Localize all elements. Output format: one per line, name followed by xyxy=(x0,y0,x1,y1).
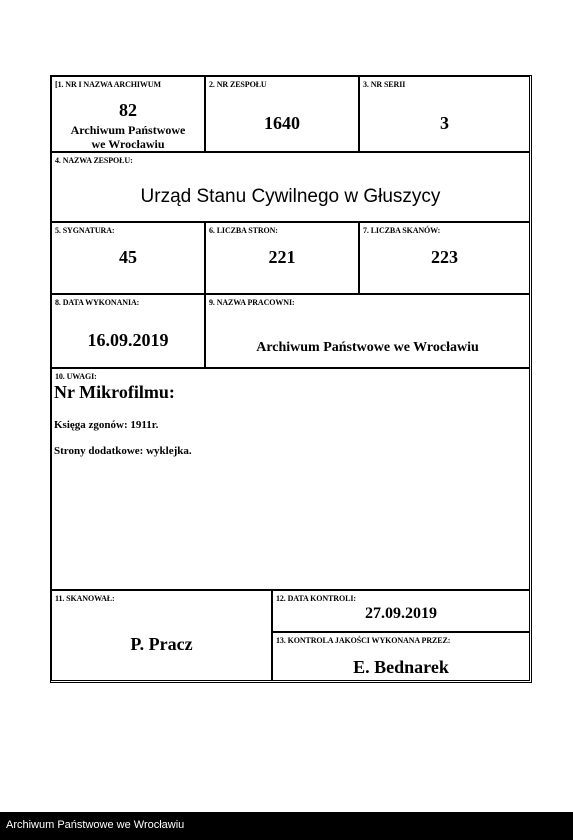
remarks-line-2: Strony dodatkowe: wyklejka. xyxy=(54,445,192,457)
field-scanned-by-label: 11. SKANOWAŁ: xyxy=(55,594,115,603)
field-control-date xyxy=(272,590,530,632)
field-execution-date xyxy=(51,294,205,368)
field-signature xyxy=(51,222,205,294)
field-scan-count-label: 7. LICZBA SKANÓW: xyxy=(363,226,441,235)
execution-date-value: 16.09.2019 xyxy=(87,330,169,350)
field-series-number xyxy=(359,76,530,152)
field-series-number-label: 3. NR SERII xyxy=(363,80,406,89)
field-control-date-label: 12. DATA KONTROLI: xyxy=(276,594,356,603)
remarks-heading: Nr Mikrofilmu: xyxy=(54,382,175,402)
field-page-count-label: 6. LICZBA STRON: xyxy=(209,226,278,235)
archive-name-line1: Archiwum Państwowe xyxy=(70,123,186,137)
archive-name-line2: we Wrocławiu xyxy=(91,137,165,151)
scan-count-value: 223 xyxy=(431,247,458,267)
field-quality-control xyxy=(272,632,530,681)
field-remarks-label: 10. UWAGI: xyxy=(55,372,97,381)
scanned-by-value: P. Pracz xyxy=(130,634,193,654)
quality-control-value: E. Bednarek xyxy=(353,657,449,677)
field-workshop-name-label: 9. NAZWA PRACOWNI: xyxy=(209,298,295,307)
field-scanned-by xyxy=(51,590,272,681)
field-fonds-number xyxy=(205,76,359,152)
field-fonds-name-label: 4. NAZWA ZESPOŁU: xyxy=(55,156,133,165)
field-execution-date-label: 8. DATA WYKONANIA: xyxy=(55,298,140,307)
fonds-name-value: Urząd Stanu Cywilnego w Głuszycy xyxy=(140,186,441,207)
field-archive-label: [1. NR I NAZWA ARCHIWUM xyxy=(55,80,161,89)
archive-number: 82 xyxy=(119,100,137,120)
field-signature-label: 5. SYGNATURA: xyxy=(55,226,115,235)
footer-bar xyxy=(0,812,573,840)
series-number-value: 3 xyxy=(440,113,449,133)
metadata-card xyxy=(50,75,532,683)
field-quality-control-label: 13. KONTROLA JAKOŚCI WYKONANA PRZEZ: xyxy=(276,636,451,645)
field-workshop-name xyxy=(205,294,530,368)
field-page-count xyxy=(205,222,359,294)
footer-text: Archiwum Państwowe we Wrocławiu xyxy=(6,819,185,831)
workshop-name-value: Archiwum Państwowe we Wrocławiu xyxy=(256,340,479,355)
field-scan-count xyxy=(359,222,530,294)
page-count-value: 221 xyxy=(268,247,296,267)
fonds-number-value: 1640 xyxy=(264,113,300,133)
control-date-value: 27.09.2019 xyxy=(365,605,437,622)
field-remarks xyxy=(51,368,530,590)
field-fonds-number-label: 2. NR ZESPOŁU xyxy=(209,80,267,89)
remarks-line-1: Księga zgonów: 1911r. xyxy=(54,419,159,431)
field-fonds-name xyxy=(51,152,530,222)
signature-value: 45 xyxy=(119,247,137,267)
field-archive xyxy=(51,76,205,152)
